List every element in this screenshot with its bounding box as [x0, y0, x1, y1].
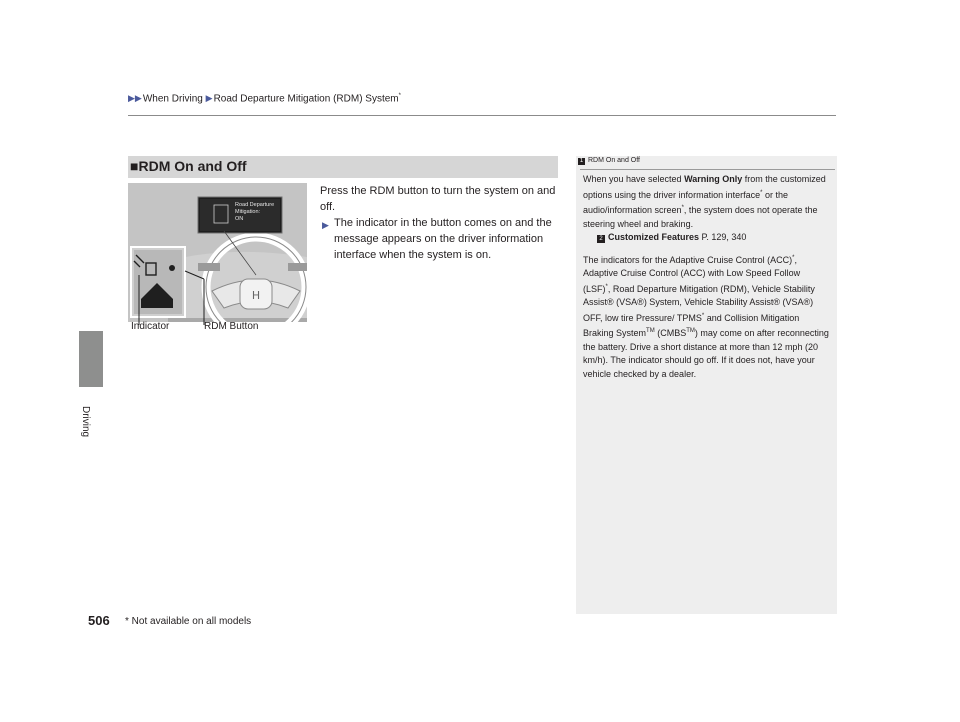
breadcrumb-item-rdm[interactable]: Road Departure Mitigation (RDM) System — [213, 93, 399, 105]
section-title-text: RDM On and Off — [138, 158, 247, 174]
sidebar-body — [583, 173, 829, 381]
warning-only-term: Warning Only — [684, 174, 743, 184]
cross-reference[interactable] — [583, 231, 829, 245]
result-arrow-icon: ▶ — [322, 220, 329, 230]
breadcrumb-arrow-icon: ▶ — [205, 93, 213, 104]
section-square-icon: ■ — [130, 158, 139, 174]
cross-reference-label[interactable]: Customized Features — [608, 232, 700, 242]
text: , Road Departure Mitigation (RDM), Vehicle Stability Assist — [583, 283, 815, 307]
cross-reference-icon: 2 — [597, 235, 605, 243]
instruction-text: Press the RDM button to turn the system on and off. — [320, 185, 556, 213]
screen-line: Mitigation: — [235, 209, 261, 215]
note-number-icon: 1 — [579, 158, 584, 164]
not-available-mark: * — [681, 205, 684, 211]
svg-text:H: H — [251, 289, 261, 302]
header-divider — [128, 115, 836, 116]
text: (CMBS — [654, 328, 687, 338]
text: or the audio/information screen — [583, 189, 788, 215]
registered-mark: ® — [607, 297, 614, 307]
footnote: * Not available on all models — [125, 616, 252, 627]
caption-rdm-button: RDM Button — [204, 321, 259, 332]
sidebar-heading-text: RDM On and Off — [588, 157, 641, 164]
trademark-mark: TM — [646, 328, 655, 334]
text: and Collision Mitigation Braking System — [583, 312, 800, 338]
page-number: 506 — [88, 613, 110, 628]
not-available-mark: * — [605, 283, 608, 290]
section-title — [130, 158, 247, 174]
text: from the customized options using the driver information interface — [583, 174, 826, 200]
chapter-label: Driving — [80, 406, 91, 438]
screen-line: ON — [235, 216, 244, 222]
text: , the system does not operate the steering wheel and braking. — [583, 205, 818, 229]
text: ) may come on after reconnecting the battery. Drive a short distance at more than 12 mph (20 km/h). The indicator should go off. If it does not, have your vehicle checked by a dealer. — [583, 328, 829, 379]
registered-mark: ® — [773, 297, 780, 307]
screen-message — [235, 202, 285, 223]
result-text: The indicator in the button comes on and the message appears on the driver information interface when the system is on. — [334, 217, 552, 261]
not-available-mark: * — [792, 254, 795, 261]
breadcrumb-item-when-driving[interactable]: When Driving — [142, 93, 203, 105]
registered-mark: ® — [803, 297, 811, 307]
text: The indicators for the Adaptive Cruise Control (ACC) — [583, 254, 793, 265]
chapter-tab — [79, 331, 103, 387]
text: (VSA — [613, 297, 638, 307]
sidebar-paragraph-2 — [583, 252, 829, 382]
result-item — [320, 215, 560, 263]
text: (VSA — [780, 297, 804, 307]
sidebar-heading — [578, 157, 640, 165]
sidebar-divider — [580, 169, 835, 170]
text: , Adaptive Cruise Control (ACC) with Low Speed Follow (LSF) — [583, 254, 801, 294]
cross-reference-pages: P. 129, 340 — [699, 232, 747, 242]
registered-mark: ® — [637, 297, 644, 307]
caption-indicator: Indicator — [131, 321, 170, 332]
text: When you have selected — [583, 174, 685, 184]
screen-line: Road Departure — [235, 202, 275, 208]
main-content — [320, 183, 560, 263]
text: ) System, Vehicle Stability Assist — [643, 297, 774, 307]
not-available-mark: * — [701, 312, 705, 319]
trademark-mark: TM — [686, 328, 695, 334]
breadcrumb — [128, 93, 401, 104]
spacer — [583, 245, 829, 252]
not-available-mark: * — [760, 189, 763, 196]
breadcrumb-arrow-icon: ▶▶ — [128, 93, 142, 104]
sidebar-paragraph-1 — [583, 173, 829, 231]
not-available-mark: * — [398, 93, 401, 99]
text: ) OFF, low tire Pressure/ TPMS — [583, 297, 814, 323]
